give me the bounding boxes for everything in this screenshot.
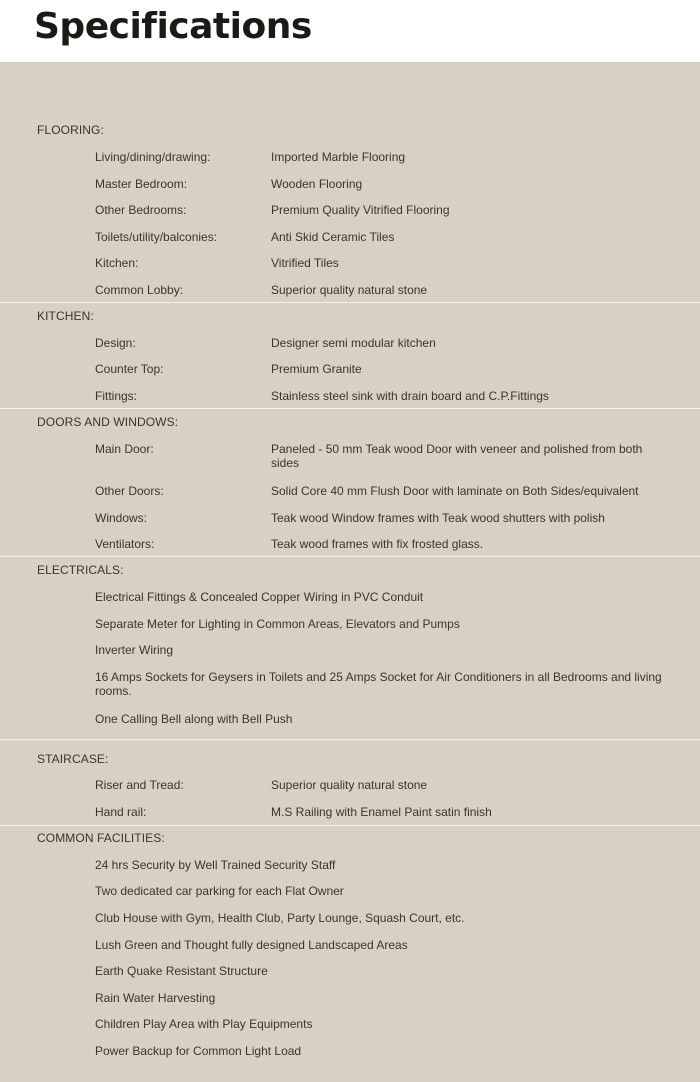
spec-value: Paneled - 50 mm Teak wood Door with veneer and polished from both sides bbox=[271, 442, 643, 470]
spec-value: Premium Granite bbox=[271, 362, 362, 376]
spec-value: Wooden Flooring bbox=[271, 177, 363, 191]
spec-value: Premium Quality Vitrified Flooring bbox=[271, 203, 450, 217]
spec-value: M.S Railing with Enamel Paint satin finish bbox=[271, 805, 492, 819]
spec-item: 16 Amps Sockets for Geysers in Toilets and 25 Amps Socket for Air Conditioners in all Bedrooms and living rooms. bbox=[95, 670, 662, 698]
spec-label: Kitchen: bbox=[95, 256, 139, 270]
spec-value: Anti Skid Ceramic Tiles bbox=[271, 230, 395, 244]
spec-label: Hand rail: bbox=[95, 805, 147, 819]
spec-value: Vitrified Tiles bbox=[271, 256, 339, 270]
spec-label: Master Bedroom: bbox=[95, 177, 188, 191]
spec-label: Windows: bbox=[95, 511, 148, 525]
spec-value: Stainless steel sink with drain board and C.P.Fittings bbox=[271, 389, 549, 403]
spec-item: Separate Meter for Lighting in Common Areas, Elevators and Pumps bbox=[95, 617, 460, 631]
spec-label: Common Lobby: bbox=[95, 283, 184, 297]
section-title-doors-windows: DOORS AND WINDOWS: bbox=[37, 415, 179, 429]
spec-label: Ventilators: bbox=[95, 537, 155, 551]
spec-item: Power Backup for Common Light Load bbox=[95, 1044, 302, 1058]
spec-value: Superior quality natural stone bbox=[271, 778, 428, 792]
section-title-staircase: STAIRCASE: bbox=[37, 752, 109, 766]
spec-value: Solid Core 40 mm Flush Door with laminate on Both Sides/equivalent bbox=[271, 484, 639, 498]
section-title-electricals: ELECTRICALS: bbox=[37, 563, 124, 577]
spec-item: Children Play Area with Play Equipments bbox=[95, 1017, 313, 1031]
section-divider bbox=[0, 556, 700, 557]
spec-item: Two dedicated car parking for each Flat Owner bbox=[95, 884, 344, 898]
section-divider bbox=[0, 408, 700, 409]
spec-label: Other Bedrooms: bbox=[95, 203, 187, 217]
spec-value: Designer semi modular kitchen bbox=[271, 336, 436, 350]
spec-value: Teak wood Window frames with Teak wood shutters with polish bbox=[271, 511, 605, 525]
spec-label: Toilets/utility/balconies: bbox=[95, 230, 218, 244]
spec-value: Teak wood frames with fix frosted glass. bbox=[271, 537, 484, 551]
spec-label: Fittings: bbox=[95, 389, 138, 403]
section-divider bbox=[0, 739, 700, 740]
spec-item: Rain Water Harvesting bbox=[95, 991, 216, 1005]
specifications-panel bbox=[0, 62, 700, 1082]
spec-item: 24 hrs Security by Well Trained Security Staff bbox=[95, 858, 336, 872]
spec-label: Other Doors: bbox=[95, 484, 164, 498]
section-divider bbox=[0, 825, 700, 826]
spec-label: Riser and Tread: bbox=[95, 778, 184, 792]
spec-label: Living/dining/drawing: bbox=[95, 150, 211, 164]
spec-item: Lush Green and Thought fully designed Landscaped Areas bbox=[95, 938, 408, 952]
spec-item: Earth Quake Resistant Structure bbox=[95, 964, 268, 978]
header bbox=[0, 0, 700, 62]
page-title: Specifications bbox=[34, 6, 312, 47]
section-title-flooring: FLOORING: bbox=[37, 123, 104, 137]
spec-label: Main Door: bbox=[95, 442, 154, 456]
spec-item: One Calling Bell along with Bell Push bbox=[95, 712, 293, 726]
spec-item: Electrical Fittings & Concealed Copper Wiring in PVC Conduit bbox=[95, 590, 424, 604]
spec-label: Design: bbox=[95, 336, 136, 350]
spec-item: Inverter Wiring bbox=[95, 643, 174, 657]
spec-label: Counter Top: bbox=[95, 362, 164, 376]
spec-value: Imported Marble Flooring bbox=[271, 150, 406, 164]
section-divider bbox=[0, 302, 700, 303]
section-title-kitchen: KITCHEN: bbox=[37, 309, 94, 323]
spec-item: Club House with Gym, Health Club, Party Lounge, Squash Court, etc. bbox=[95, 911, 465, 925]
section-title-common-facilities: COMMON FACILITIES: bbox=[37, 831, 165, 845]
spec-value: Superior quality natural stone bbox=[271, 283, 428, 297]
